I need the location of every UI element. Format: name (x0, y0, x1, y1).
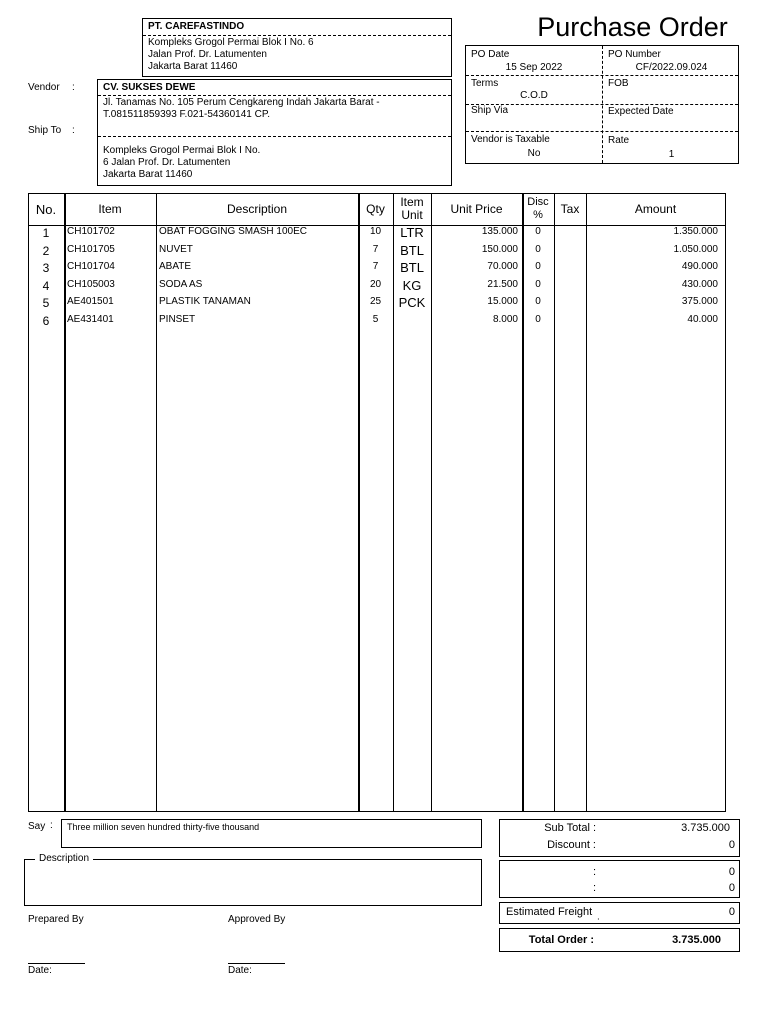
row-3-no: 3 (42, 261, 50, 275)
row-1-qty: 10 (369, 226, 382, 237)
vendor-taxable-value: No (527, 148, 541, 159)
discount-value: 0 (728, 839, 735, 851)
row-6-description: PINSET (159, 313, 196, 325)
vendor-taxable-label: Vendor is Taxable (471, 134, 550, 145)
po-number-value: CF/2022.09.024 (635, 62, 708, 73)
row-4-disc: 0 (535, 278, 541, 290)
row-5-unit: PCK (398, 295, 426, 310)
expected-date-label: Expected Date (608, 106, 674, 117)
row-5-unit-price: 15.000 (487, 296, 518, 307)
prepared-by-label: Prepared By (28, 914, 84, 925)
total-order-label: Total Order : (528, 934, 594, 946)
total-order-box (499, 928, 740, 952)
terms-value: C.O.D (520, 90, 548, 101)
company-name: PT. CAREFASTINDO (148, 21, 245, 32)
say-label: Say (28, 821, 46, 832)
row-2-unit: BTL (400, 242, 424, 258)
row-2-qty: 7 (372, 243, 379, 255)
rate-label: Rate (608, 135, 630, 146)
row-5-disc: 0 (535, 296, 541, 307)
row-4-description: SODA AS (159, 278, 203, 290)
row-2-item: CH101705 (67, 243, 115, 255)
approved-date-label: Date: (228, 965, 252, 976)
row-3-qty: 7 (372, 261, 379, 272)
extra-charge-2-value: 0 (728, 882, 735, 894)
subtotal-box (499, 819, 740, 857)
row-6-no: 6 (42, 313, 50, 328)
row-1-disc: 0 (535, 226, 541, 237)
row-5-amount: 375.000 (681, 296, 718, 307)
col-header-disc: Disc % (527, 196, 549, 221)
freight-value: 0 (728, 906, 735, 918)
subtotal-value: 3.735.000 (681, 822, 730, 834)
col-header-item: Item (98, 201, 122, 216)
description-label: Description (35, 853, 93, 865)
page-title: Purchase Order (537, 12, 728, 42)
row-3-item: CH101704 (67, 261, 115, 272)
vendor-name: CV. SUKSES DEWE (103, 82, 196, 93)
company-address-line-2: Jalan Prof. Dr. Latumenten (148, 49, 267, 60)
row-4-no: 4 (42, 278, 50, 293)
row-3-unit-price: 70.000 (487, 261, 518, 272)
po-number-label: PO Number (608, 49, 661, 60)
row-5-description: PLASTIK TANAMAN (159, 296, 251, 307)
say-box (61, 819, 482, 848)
extra-charge-1-label: : (592, 866, 596, 878)
row-3-disc: 0 (535, 261, 541, 272)
row-5-no: 5 (42, 296, 50, 310)
row-3-amount: 490.000 (681, 261, 718, 272)
amount-in-words: Three million seven hundred thirty-five thousand (67, 822, 260, 832)
col-header-no: No. (35, 201, 57, 217)
items-table (28, 193, 726, 812)
subtotal-label: Sub Total : (544, 822, 596, 834)
row-2-description: NUVET (159, 243, 193, 255)
col-header-unit: Item Unit (400, 195, 424, 222)
company-address-line-3: Jakarta Barat 11460 (148, 61, 238, 72)
row-4-unit-price: 21.500 (487, 278, 518, 290)
row-1-item: CH101702 (67, 226, 115, 237)
extra-charges-box (499, 860, 740, 898)
rate-value: 1 (668, 149, 675, 160)
company-box (142, 18, 452, 77)
description-box (24, 859, 482, 906)
row-4-qty: 20 (369, 278, 382, 290)
say-colon: : (50, 820, 53, 831)
row-4-amount: 430.000 (681, 278, 718, 290)
row-4-item: CH105003 (67, 278, 115, 290)
row-6-qty: 5 (372, 313, 379, 325)
vendor-box (97, 79, 452, 186)
company-address-line-1: Kompleks Grogol Permai Blok I No. 6 (148, 37, 314, 48)
row-3-unit: BTL (400, 260, 424, 275)
approved-by-label: Approved By (228, 914, 286, 925)
vendor-label: Vendor (28, 82, 60, 93)
po-date-label: PO Date (471, 49, 510, 60)
row-5-qty: 25 (369, 296, 382, 307)
col-header-description: Description (226, 201, 288, 216)
vendor-address: Jl. Tanamas No. 105 Perum Cengkareng Indah Jakarta Barat - T.081511859393 F.021-54360141 CP. (103, 97, 380, 120)
ship-to-address: Kompleks Grogol Permai Blok I No. 6 Jalan Prof. Dr. Latumenten Jakarta Barat 11460 (103, 145, 261, 180)
po-info-grid (465, 45, 739, 164)
row-1-unit: LTR (400, 225, 424, 240)
row-4-unit: KG (402, 277, 422, 293)
terms-label: Terms (471, 78, 499, 89)
freight-box (499, 902, 740, 927)
extra-charge-2-label: : (592, 882, 596, 894)
col-header-amount: Amount (634, 201, 677, 216)
row-6-disc: 0 (535, 313, 541, 325)
discount-label: Discount : (547, 839, 596, 851)
ship-via-label: Ship Via (471, 105, 509, 116)
ship-to-colon: : (72, 125, 75, 136)
row-6-item: AE431401 (67, 313, 114, 325)
row-1-unit-price: 135.000 (481, 226, 518, 237)
row-1-amount: 1.350.000 (673, 226, 718, 237)
col-header-tax: Tax (560, 201, 580, 216)
freight-label: Estimated Freight (506, 906, 593, 918)
ship-to-label: Ship To (28, 125, 62, 136)
row-5-item: AE401501 (67, 296, 114, 307)
row-6-amount: 40.000 (687, 313, 718, 325)
prepared-date-label: Date: (28, 965, 52, 976)
row-2-amount: 1.050.000 (673, 243, 718, 255)
row-6-unit-price: 8.000 (492, 313, 518, 325)
row-3-description: ABATE (159, 261, 192, 272)
vendor-colon: : (72, 82, 75, 93)
col-header-qty: Qty (366, 201, 385, 216)
col-header-unit-price: Unit Price (450, 201, 503, 216)
total-order-value: 3.735.000 (672, 934, 721, 946)
row-1-no: 1 (42, 226, 50, 240)
row-1-description: OBAT FOGGING SMASH 100EC (159, 226, 307, 237)
freight-colon: : (597, 916, 600, 927)
row-2-unit-price: 150.000 (481, 243, 518, 255)
po-date-value: 15 Sep 2022 (505, 62, 563, 73)
row-2-disc: 0 (535, 243, 541, 255)
extra-charge-1-value: 0 (728, 866, 735, 878)
fob-label: FOB (608, 78, 629, 89)
row-2-no: 2 (42, 243, 50, 258)
